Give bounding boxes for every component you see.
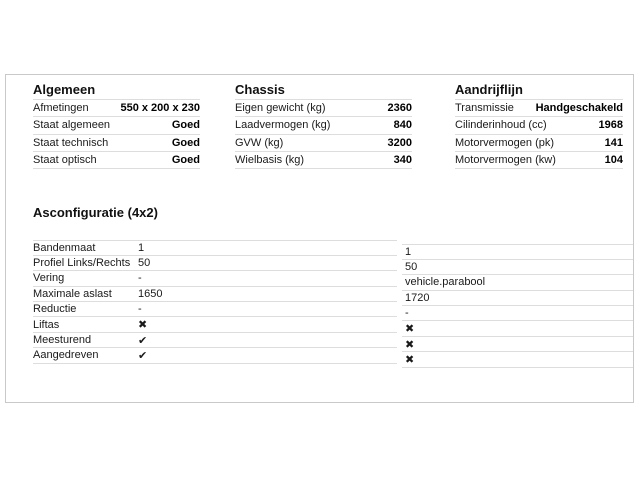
row-value: Goed xyxy=(171,119,200,132)
row-label: Reductie xyxy=(33,303,77,316)
row-value: 340 xyxy=(393,154,412,167)
cross-icon: ✖ xyxy=(405,338,415,351)
table-chassis xyxy=(235,99,412,169)
row-value: 141 xyxy=(604,136,623,149)
axle2-value: - xyxy=(405,307,409,320)
table-row xyxy=(455,117,623,134)
table-axle-1 xyxy=(33,240,397,364)
row-value: 2360 xyxy=(387,102,412,115)
cross-icon: ✖ xyxy=(405,323,415,336)
table-row xyxy=(402,321,633,336)
table-row xyxy=(402,306,633,321)
row-label: Maximale aslast xyxy=(33,287,112,300)
row-label: Motorvermogen (kw) xyxy=(455,154,556,167)
row-value: 550 x 200 x 230 xyxy=(120,102,200,115)
table-row xyxy=(33,100,200,117)
table-row xyxy=(402,245,633,260)
table-row xyxy=(402,260,633,275)
row-label: Staat technisch xyxy=(33,136,109,149)
row-value: 1968 xyxy=(598,119,623,132)
axle2-value: vehicle.parabool xyxy=(405,276,486,289)
axle1-value: - xyxy=(138,303,142,316)
table-row xyxy=(33,152,200,169)
axle1-value: - xyxy=(138,272,142,285)
axle2-value: 1 xyxy=(405,245,412,258)
cross-icon: ✖ xyxy=(405,353,415,366)
table-row xyxy=(402,352,633,367)
axle1-value: 50 xyxy=(138,257,151,270)
row-label: Motorvermogen (pk) xyxy=(455,136,555,149)
table-row xyxy=(235,152,412,169)
row-label: Vering xyxy=(33,272,65,285)
table-row xyxy=(33,241,397,256)
table-row xyxy=(33,117,200,134)
row-label: GVW (kg) xyxy=(235,136,284,149)
section-title-algemeen: Algemeen xyxy=(33,82,96,97)
axle1-value: 1650 xyxy=(138,287,163,300)
table-aandrijflijn xyxy=(455,99,623,169)
table-axle-2 xyxy=(402,244,633,368)
table-algemeen xyxy=(33,99,200,169)
table-row xyxy=(235,117,412,134)
cross-icon: ✖ xyxy=(138,319,148,332)
axle2-value: 50 xyxy=(405,261,418,274)
table-row xyxy=(402,275,633,290)
table-row xyxy=(402,291,633,306)
row-label: Laadvermogen (kg) xyxy=(235,119,331,132)
table-row xyxy=(33,348,397,363)
row-value: Goed xyxy=(171,136,200,149)
section-title-chassis: Chassis xyxy=(235,82,285,97)
row-label: Bandenmaat xyxy=(33,241,96,254)
table-row xyxy=(455,135,623,152)
table-row xyxy=(455,152,623,169)
table-row xyxy=(33,135,200,152)
table-row xyxy=(402,337,633,352)
row-label: Afmetingen xyxy=(33,102,89,115)
row-label: Transmissie xyxy=(455,102,514,115)
table-row xyxy=(235,135,412,152)
section-title-aandrijflijn: Aandrijflijn xyxy=(455,82,523,97)
table-row xyxy=(33,317,397,332)
row-value: 104 xyxy=(604,154,623,167)
row-label: Liftas xyxy=(33,318,60,331)
check-icon: ✔ xyxy=(138,334,148,347)
check-icon: ✔ xyxy=(138,349,148,362)
row-label: Eigen gewicht (kg) xyxy=(235,102,326,115)
row-value: 840 xyxy=(393,119,412,132)
axle1-value: 1 xyxy=(138,241,145,254)
row-value: 3200 xyxy=(387,136,412,149)
axle2-value: 1720 xyxy=(405,291,430,304)
row-label: Profiel Links/Rechts xyxy=(33,257,131,270)
table-row xyxy=(33,287,397,302)
section-title-asconfiguratie: Asconfiguratie (4x2) xyxy=(33,205,158,220)
row-label: Cilinderinhoud (cc) xyxy=(455,119,547,132)
row-label: Staat algemeen xyxy=(33,119,111,132)
row-label: Wielbasis (kg) xyxy=(235,154,305,167)
spec-panel xyxy=(5,74,634,403)
row-label: Aangedreven xyxy=(33,349,99,362)
table-row xyxy=(455,100,623,117)
table-row xyxy=(33,302,397,317)
row-label: Staat optisch xyxy=(33,154,97,167)
table-row xyxy=(235,100,412,117)
row-value: Goed xyxy=(171,154,200,167)
row-label: Meesturend xyxy=(33,334,92,347)
row-value: Handgeschakeld xyxy=(535,102,623,115)
table-row xyxy=(33,256,397,271)
table-row xyxy=(33,271,397,286)
table-row xyxy=(33,333,397,348)
